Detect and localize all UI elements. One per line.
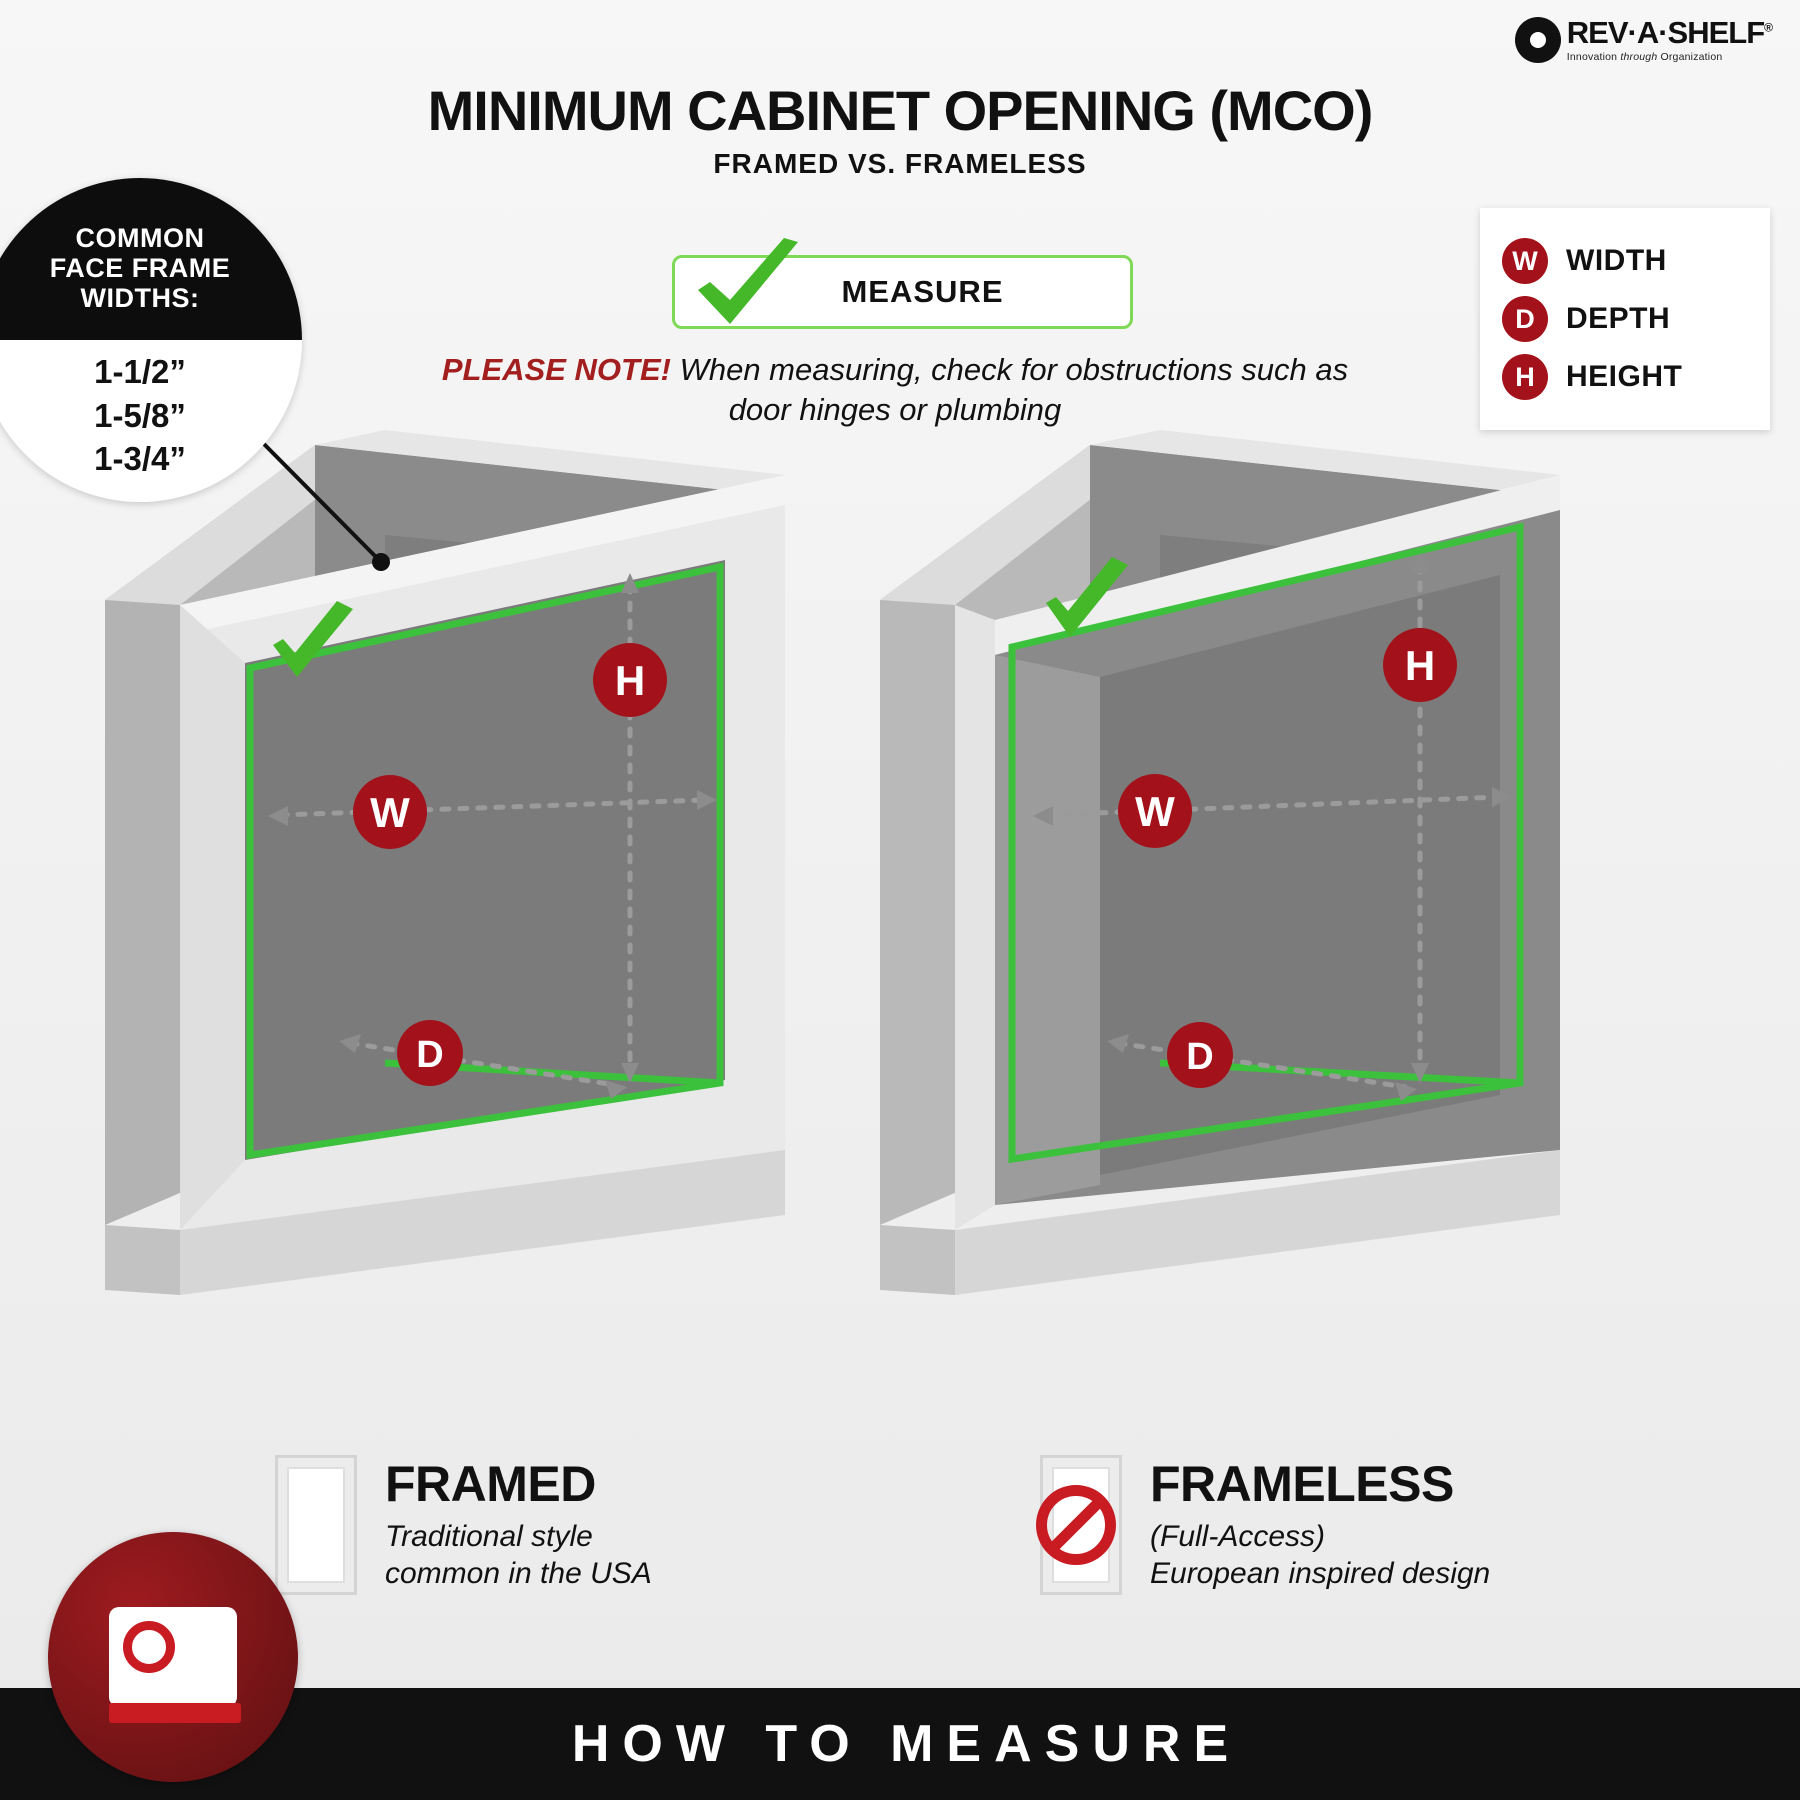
bubble-heading-line1: COMMON bbox=[75, 222, 205, 253]
legend-row-width bbox=[1502, 238, 1752, 284]
framed-desc-line2: common in the USA bbox=[385, 1556, 652, 1590]
frameless-width-badge bbox=[1118, 774, 1192, 848]
frameless-sub: (Full-Access) bbox=[1150, 1520, 1326, 1553]
bubble-heading-line3: WIDTHS: bbox=[80, 283, 200, 314]
no-frame-symbol-icon bbox=[1036, 1485, 1116, 1565]
framed-depth-badge bbox=[397, 1020, 463, 1086]
framed-height-badge bbox=[593, 643, 667, 717]
framed-opening-icon bbox=[275, 1455, 357, 1595]
legend-label-width: WIDTH bbox=[1566, 244, 1667, 277]
svg-text:H: H bbox=[1404, 642, 1436, 689]
frameless-title: FRAMELESS bbox=[1150, 1456, 1454, 1512]
frameless-desc-line1: European inspired design bbox=[1150, 1556, 1491, 1590]
frameless-depth-badge bbox=[1167, 1022, 1233, 1088]
bubble-heading-line2: FACE FRAME bbox=[49, 252, 231, 283]
frameless-height-badge bbox=[1383, 628, 1457, 702]
legend-row-depth bbox=[1502, 296, 1752, 342]
how-to-measure-label: HOW TO MEASURE bbox=[571, 1715, 1242, 1773]
svg-text:D: D bbox=[416, 1034, 444, 1076]
brand-logo bbox=[1502, 10, 1772, 70]
page-title: MINIMUM CABINET OPENING (MCO) bbox=[427, 79, 1373, 142]
framed-width-badge bbox=[353, 775, 427, 849]
green-check-icon bbox=[690, 238, 810, 343]
measure-label: MEASURE bbox=[841, 274, 1004, 309]
depth-badge: D bbox=[1502, 296, 1548, 342]
dimension-legend bbox=[1480, 208, 1770, 430]
note-text: When measuring, check for obstructions such as door hinges or plumbing bbox=[670, 352, 1349, 427]
note-emphasis: PLEASE NOTE! bbox=[441, 352, 671, 387]
frameless-cabinet-diagram bbox=[860, 415, 1650, 1295]
legend-row-height bbox=[1502, 354, 1752, 400]
framed-desc-line1: Traditional style bbox=[385, 1520, 593, 1553]
footer-framed bbox=[275, 1455, 652, 1595]
footer-frameless bbox=[1040, 1455, 1490, 1595]
legend-label-depth: DEPTH bbox=[1566, 302, 1671, 335]
face-frame-pointer-line bbox=[255, 430, 475, 610]
face-frame-width-3: 1-3/4” bbox=[94, 440, 186, 478]
framed-cabinet-diagram bbox=[85, 415, 875, 1295]
rev-a-shelf-mark-icon bbox=[1515, 17, 1561, 63]
brand-tagline: Innovation through Organization bbox=[1566, 51, 1723, 63]
brand-name: REV·A·SHELF® bbox=[1566, 15, 1772, 50]
svg-text:W: W bbox=[370, 789, 410, 836]
width-badge: W bbox=[1502, 238, 1548, 284]
legend-label-height: HEIGHT bbox=[1566, 360, 1683, 393]
svg-text:W: W bbox=[1135, 788, 1175, 835]
face-frame-width-1: 1-1/2” bbox=[94, 353, 186, 390]
frameless-opening-icon bbox=[1040, 1455, 1122, 1595]
page-subtitle: FRAMED VS. FRAMELESS bbox=[713, 148, 1087, 179]
svg-text:D: D bbox=[1186, 1036, 1214, 1078]
framed-title: FRAMED bbox=[385, 1456, 596, 1512]
tape-measure-icon bbox=[48, 1532, 298, 1782]
registered-mark: ® bbox=[1764, 20, 1772, 35]
svg-text:H: H bbox=[614, 657, 646, 704]
face-frame-width-2: 1-5/8” bbox=[94, 396, 186, 434]
height-badge: H bbox=[1502, 354, 1548, 400]
